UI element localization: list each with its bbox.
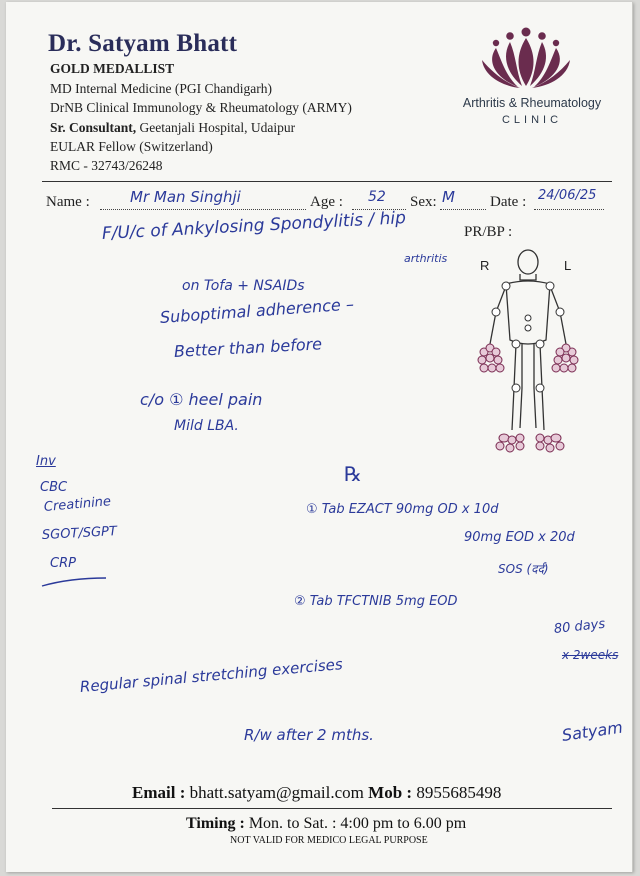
email-label: Email : [132,783,186,802]
rx-line-1b: 90mg EOD x 20d [464,530,575,545]
prbp-label: PR/BP : [464,224,513,240]
investigation-item: CRP [50,556,76,571]
note-complaint: c/o ① heel pain [140,390,263,409]
investigation-item: SGOT/SGPT [41,524,118,543]
patient-name: Mr Man Singhji [130,188,241,206]
patient-age: 52 [368,189,386,205]
timing-line [186,815,466,833]
email-value: bhatt.satyam@gmail.com [189,783,364,802]
footer-divider [52,808,612,809]
clinic-logo-icon [476,26,576,92]
contact-line [132,783,501,803]
rmc-number: RMC - 32743/26248 [50,158,163,173]
name-dots [100,209,306,210]
timing-value: Mon. to Sat. : 4:00 pm to 6.00 pm [248,815,467,832]
doctor-signature: Satyam [560,717,624,745]
date-label: Date : [490,194,527,210]
fellowship: EULAR Fellow (Switzerland) [50,139,213,154]
investigation-item: CBC [40,480,68,495]
age-label: Age : [310,194,343,210]
name-label: Name : [46,194,90,210]
rx-symbol: ℞ [344,462,362,486]
investigation-underline [40,576,110,590]
rx-line-2: ② Tab TFCTNIB 5mg EOD [294,594,458,609]
left-label: L [564,258,572,273]
position-place: Geetanjali Hospital, Udaipur [139,120,296,135]
visit-date: 24/06/25 [538,188,597,203]
header-divider [42,181,612,182]
review-note: R/w after 2 mths. [244,726,374,744]
note-diagnosis: F/U/c of Ankylosing Spondylitis / hip [101,208,407,244]
disclaimer: NOT VALID FOR MEDICO LEGAL PURPOSE [230,835,428,846]
qualification-md: MD Internal Medicine (PGI Chandigarh) [50,81,272,96]
rx-duration-struck: x 2weeks [562,648,619,662]
prescription-sheet [6,2,633,872]
sex-dots [440,209,486,210]
qualification-drnb: DrNB Clinical Immunology & Rheumatology (ARMY) [50,100,352,115]
note-diagnosis-cont: arthritis [404,252,448,265]
clinic-subtitle: CLINIC [501,114,563,126]
doctor-title: GOLD MEDALLIST [50,61,175,76]
note-medication: on Tofa + NSAIDs [182,278,305,294]
rx-line-1: ① Tab EZACT 90mg OD x 10d [306,502,499,517]
note-lba: Mild LBA. [174,418,239,434]
note-adherence: Suboptimal adherence – [159,294,355,327]
position-line [50,120,295,136]
doctor-name: Dr. Satyam Bhatt [48,30,238,57]
rx-line-1c: SOS (दर्द) [498,562,549,576]
mob-label: Mob : [368,783,413,802]
sex-label: Sex: [410,194,437,210]
date-dots [534,209,604,210]
position-label: Sr. Consultant, [50,120,137,135]
investigations-heading: Inv [36,454,56,469]
joint-homunculus-diagram [476,248,594,454]
rx-duration: 80 days [553,616,606,637]
advice-exercise: Regular spinal stretching exercises [79,655,344,696]
clinic-name: Arthritis & Rheumatology [462,96,602,110]
right-label: R [480,258,490,273]
investigation-item: Creatinine [43,494,112,515]
note-progress: Better than before [173,334,323,361]
patient-sex: M [442,188,455,206]
timing-label: Timing : [186,815,245,832]
mob-value: 8955685498 [416,783,502,802]
